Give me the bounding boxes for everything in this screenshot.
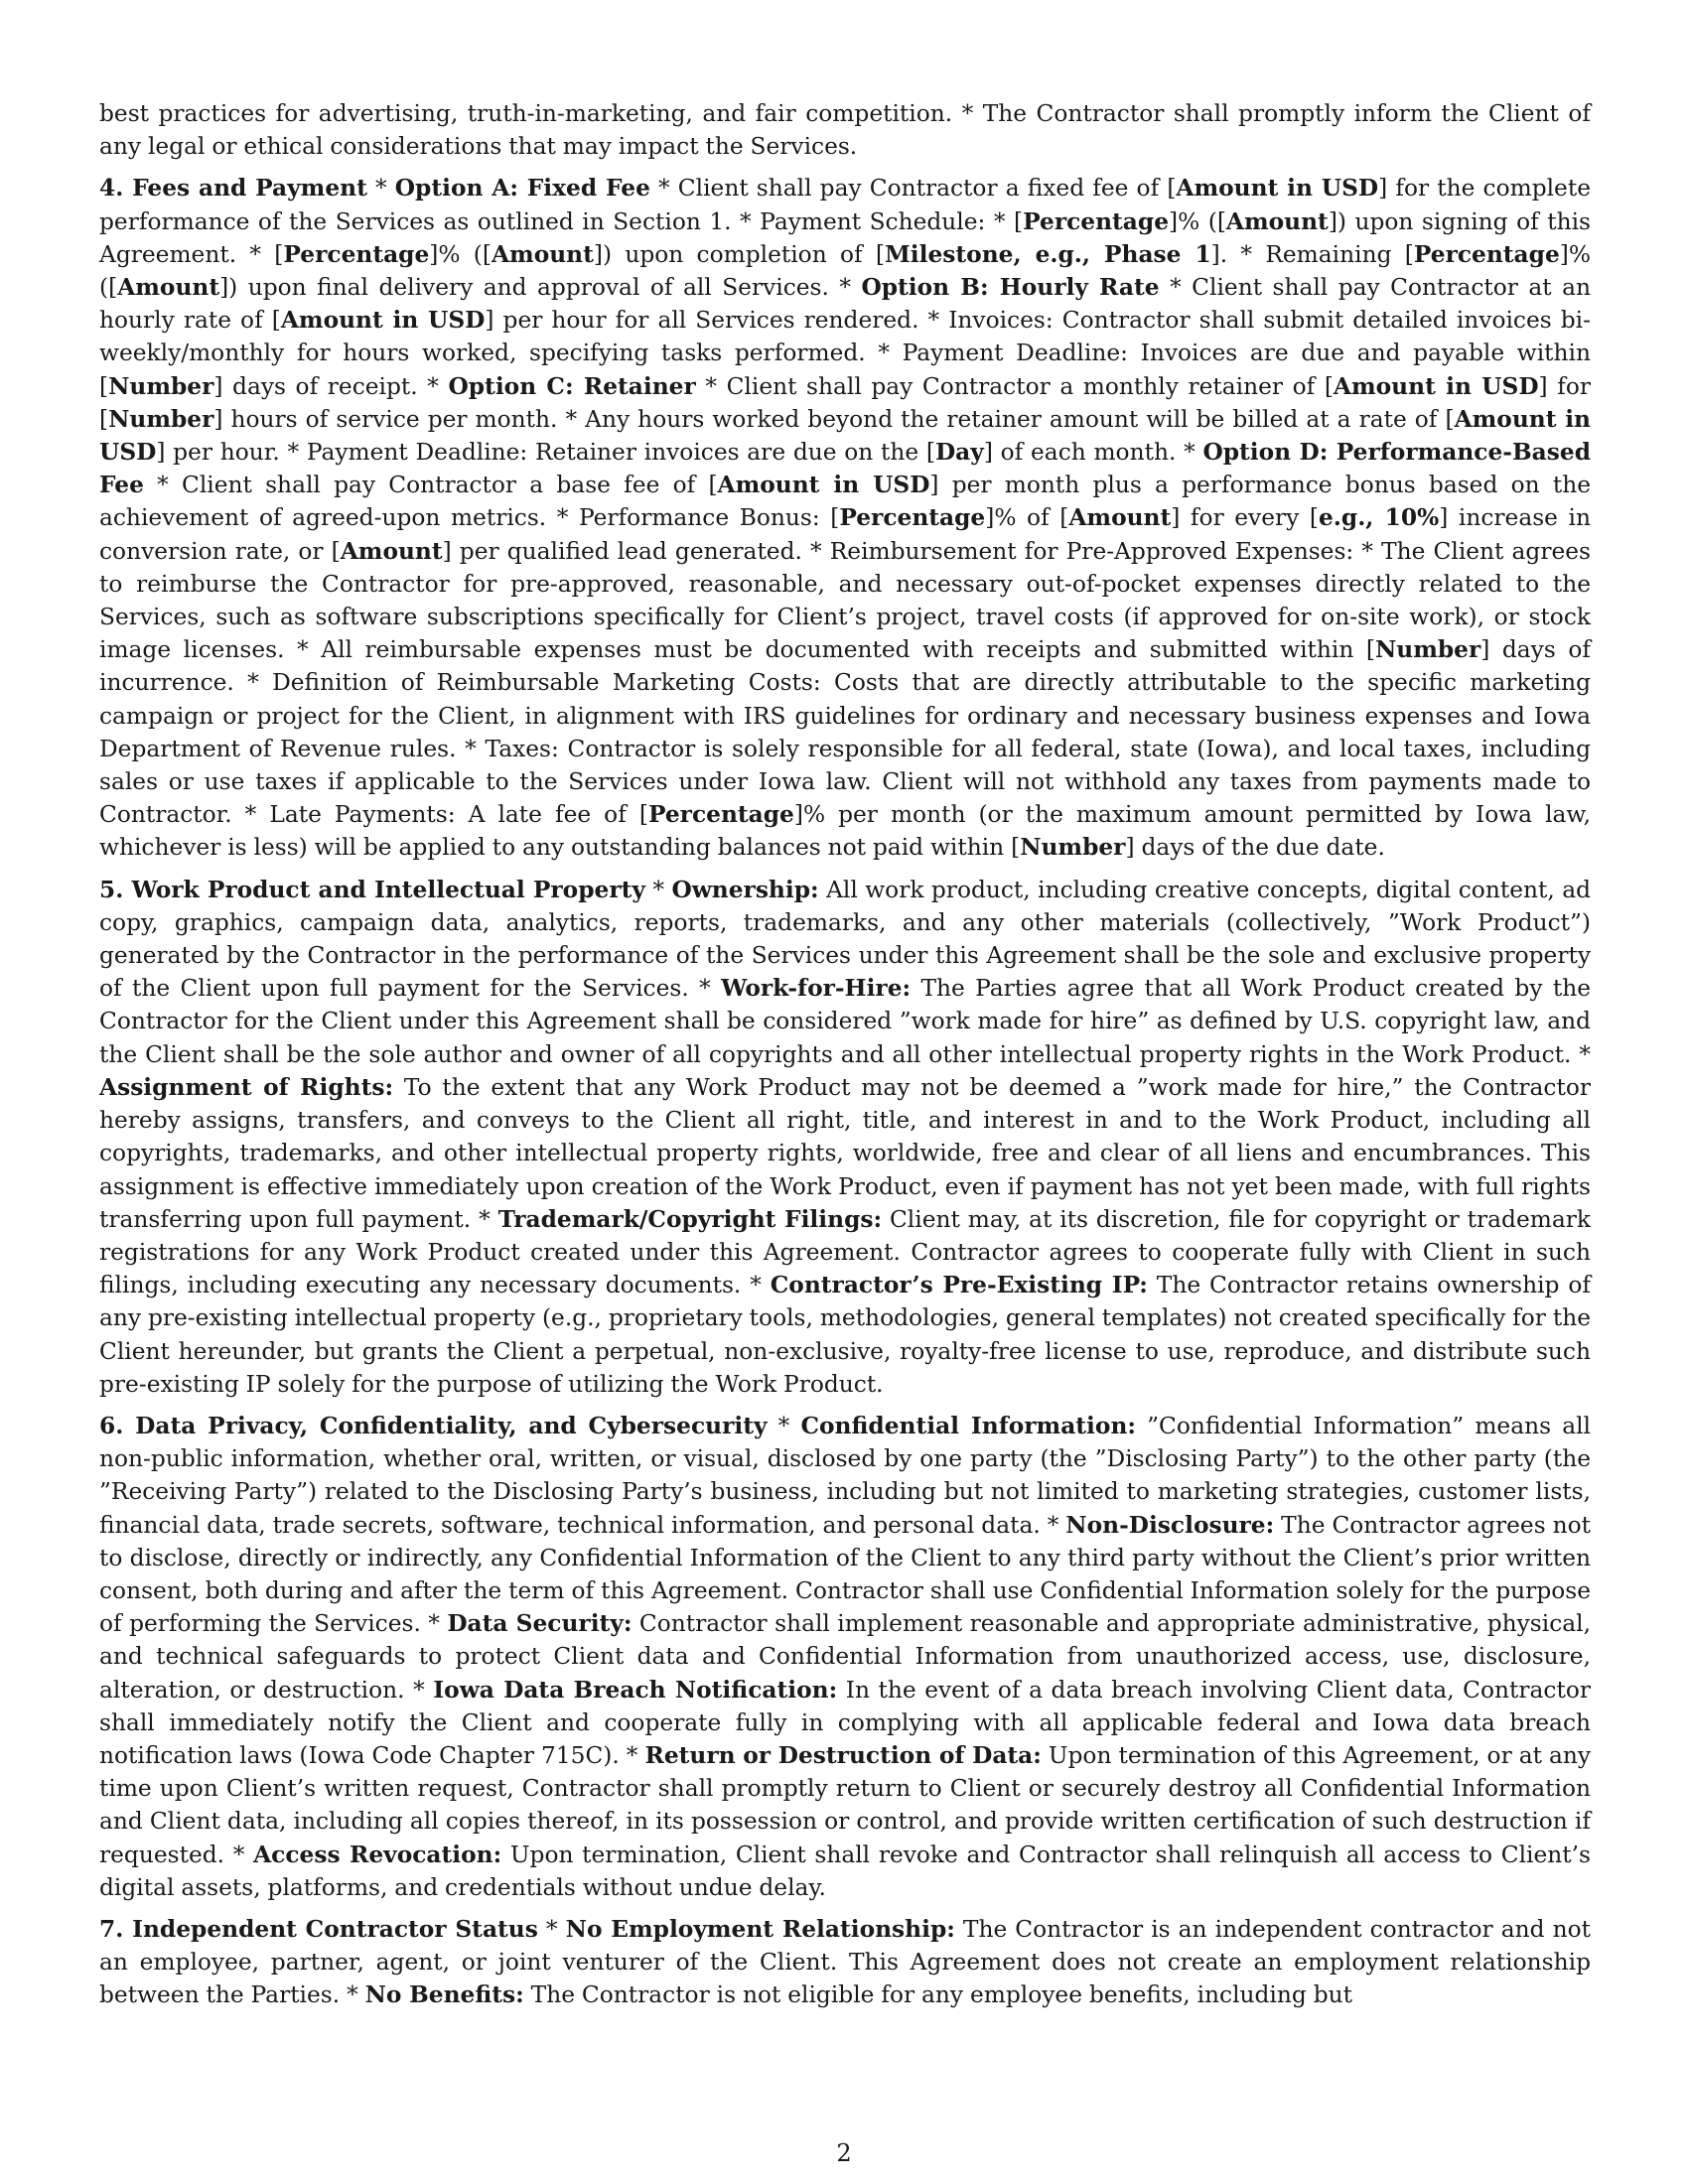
bold-run: Number xyxy=(108,405,214,433)
bold-run: Data Security: xyxy=(447,1610,633,1638)
text-run: * Client shall pay Contractor at an hourly rate of [ xyxy=(99,274,1591,335)
text-run: Upon termination of this Agreement, or at any time upon Client’s written request, Contractor shall promptly return to Client or securely destroy all Confidential Information and Client data, including all copies thereof, in its possession or control, and provide written certification of such destruction if requested. * xyxy=(99,1741,1592,1868)
paragraph-section-6 xyxy=(99,1410,1591,1904)
bold-run: Return or Destruction of Data: xyxy=(644,1741,1042,1769)
bold-run: Option C: Retainer xyxy=(448,372,696,400)
text-run: * xyxy=(644,876,672,903)
text-run: * Client shall pay Contractor a fixed fee of [ xyxy=(649,175,1177,203)
text-run: ]) upon signing of this Agreement. * [ xyxy=(99,207,1591,268)
bold-run: No Benefits: xyxy=(364,1981,524,2009)
text-run: ] days of receipt. * xyxy=(213,372,449,400)
bold-run: Ownership: xyxy=(671,876,819,903)
bold-run: Percentage xyxy=(1023,207,1170,235)
paragraph-section-5 xyxy=(99,874,1591,1401)
text-run: The Contractor retains ownership of any pre-existing intellectual property (e.g., proprietary tools, methodologies, general templates) not created specifically for the Client hereunder, but grants the Client a perpetual, non-exclusive, royalty-free license to use, reproduce, and distribute such pre-existing IP solely for the purpose of utilizing the Work Product. xyxy=(99,1272,1591,1398)
text-run: In the event of a data breach involving Client data, Contractor shall immediately notify the Client and cooperate fully in complying with all applicable federal and Iowa data breach notification laws (Iowa Code Chapter 715C). * xyxy=(99,1676,1591,1769)
text-run: ]% ([ xyxy=(1169,207,1226,235)
bold-run: Non-Disclosure: xyxy=(1065,1511,1275,1539)
text-run: ] days of the due date. xyxy=(1125,834,1385,862)
bold-run: Number xyxy=(108,372,214,400)
bold-run: Amount xyxy=(491,240,594,268)
bold-run: Amount in USD xyxy=(1176,175,1379,203)
bold-run: Percentage xyxy=(283,240,430,268)
bold-run: Amount xyxy=(117,274,220,302)
bold-run: 5. Work Product and Intellectual Property xyxy=(99,876,645,903)
text-run: best practices for advertising, truth-in-marketing, and fair competition. * The Contractor shall promptly inform the Client of any legal or ethical considerations that may impact the Services. xyxy=(99,100,1591,161)
text-run: ] days of incurrence. * Definition of Reimbursable Marketing Costs: Costs that are directly attributable to the specific marketing campaign or project for the Client, in alignment with IRS guidelines for ordinary and necessary business expenses and Iowa Department of Revenue rules. * Taxes: Contractor is solely responsible for all federal, state (Iowa), and local taxes, including sales or use taxes if applicable to the Services under Iowa law. Client will not withhold any taxes from payments made to Contractor. * Late Payments: A late fee of [ xyxy=(99,636,1591,829)
text-run: ] hours of service per month. * Any hours worked beyond the retainer amount will be billed at a rate of [ xyxy=(213,405,1455,433)
text-run: Client may, at its discretion, file for copyright or trademark registrations for any Work Product created under this Agreement. Contractor agrees to cooperate fully with Client in such filings, including executing any necessary documents. * xyxy=(99,1205,1591,1299)
text-run: All work product, including creative concepts, digital content, ad copy, graphics, campaign data, analytics, reports, trademarks, and any other materials (collectively, ”Work Product”) generated by the Contractor in the performance of the Services under this Agreement shall be the sole and exclusive property of the Client upon full payment for the Services. * xyxy=(99,876,1591,1003)
bold-run: Amount xyxy=(1225,207,1329,235)
bold-run: Contractor’s Pre-Existing IP: xyxy=(770,1272,1148,1299)
bold-run: Percentage xyxy=(1413,240,1560,268)
bold-run: Option A: Fixed Fee xyxy=(394,175,650,203)
text-run: * xyxy=(366,175,395,203)
paragraph-intro-continuation xyxy=(99,97,1591,163)
text-run: ]) upon completion of [ xyxy=(593,240,885,268)
text-run: ] for every [ xyxy=(1171,504,1319,532)
bold-run: Number xyxy=(1020,834,1126,862)
bold-run: 4. Fees and Payment xyxy=(99,175,367,203)
bold-run: Day xyxy=(934,439,984,467)
text-run: The Contractor agrees not to disclose, directly or indirectly, any Confidential Information of the Client to any third party without the Client’s prior written consent, both during and after the term of this Agreement. Contractor shall use Confidential Information solely for the purpose of performing the Services. * xyxy=(99,1511,1591,1638)
text-run: ]) upon final delivery and approval of all Services. * xyxy=(219,274,862,302)
bold-run: Trademark/Copyright Filings: xyxy=(497,1205,883,1233)
bold-run: Amount in USD xyxy=(280,307,486,335)
bold-run: Option D: Performance-Based Fee xyxy=(99,439,1591,499)
text-run: ”Confidential Information” means all non-public information, whether oral, written, or visual, disclosed by one party (the ”Disclosing Party”) to the other party (the ”Receiving Party”) related to the Disclosing Party’s business, including but not limited to marketing strategies, customer lists, financial data, trade secrets, software, technical information, and personal data. * xyxy=(99,1412,1591,1539)
bold-run: Amount in USD xyxy=(1333,372,1539,400)
text-run: * xyxy=(537,1915,566,1943)
bold-run: Amount xyxy=(340,537,443,565)
bold-run: Assignment of Rights: xyxy=(99,1073,394,1101)
text-run: * Client shall pay Contractor a base fee of [ xyxy=(143,472,718,499)
text-run: The Parties agree that all Work Product created by the Contractor for the Client under this Agreement shall be considered ”work made for hire” as defined by U.S. copyright law, and the Client shall be the sole author and owner of all copyrights and all other intellectual property rights in the Work Product. * xyxy=(99,975,1591,1068)
text-run: ] per hour. * Payment Deadline: Retainer invoices are due on the [ xyxy=(156,439,935,467)
text-run: The Contractor is not eligible for any employee benefits, including but xyxy=(523,1981,1352,2009)
text-run: ]. * Remaining [ xyxy=(1210,240,1414,268)
bold-run: Confidential Information: xyxy=(800,1412,1136,1439)
text-run: To the extent that any Work Product may not be deemed a ”work made for hire,” the Contractor hereby assigns, transfers, and conveys to the Client all right, title, and interest in and to the Work Product, including all copyrights, trademarks, and other intellectual property rights, worldwide, free and clear of all liens and encumbrances. This assignment is effective immediately upon creation of the Work Product, even if payment has not yet been made, with full rights transferring upon full payment. * xyxy=(99,1073,1591,1233)
bold-run: Amount in USD xyxy=(717,472,930,499)
text-run: ] for the complete performance of the Services as outlined in Section 1. * Payment Schedule: * [ xyxy=(99,175,1591,235)
bold-run: Percentage xyxy=(647,801,794,829)
text-run: ] per qualified lead generated. * Reimbursement for Pre-Approved Expenses: * The Client agrees to reimburse the Contractor for pre-approved, reasonable, and necessary out-of-pocket expenses directly related to the Services, such as software subscriptions specifically for Client’s project, travel costs (if approved for on-site work), or stock image licenses. * All reimbursable expenses must be documented with receipts and submitted within [ xyxy=(99,537,1591,664)
text-run: Contractor shall implement reasonable and appropriate administrative, physical, and technical safeguards to protect Client data and Confidential Information from unauthorized access, use, disclosure, alteration, or destruction. * xyxy=(99,1610,1591,1704)
bold-run: Amount in USD xyxy=(99,405,1591,467)
text-run: ]% ([ xyxy=(429,240,492,268)
text-run: ] for [ xyxy=(99,372,1591,433)
paragraph-section-4 xyxy=(99,172,1591,864)
bold-run: Percentage xyxy=(839,504,986,532)
paragraph-section-7 xyxy=(99,1913,1591,2012)
text-run: ] increase in conversion rate, or [ xyxy=(99,504,1591,565)
text-run: ]% ([ xyxy=(99,240,1591,302)
bold-run: Option B: Hourly Rate xyxy=(861,274,1160,302)
bold-run: Milestone, e.g., Phase 1 xyxy=(885,240,1211,268)
text-run: ]% of [ xyxy=(985,504,1069,532)
page-number: 2 xyxy=(836,2139,852,2167)
bold-run: Iowa Data Breach Notification: xyxy=(433,1676,838,1704)
bold-run: Work-for-Hire: xyxy=(721,975,912,1003)
text-run: * Client shall pay Contractor a monthly retainer of [ xyxy=(695,372,1334,400)
text-run: ] per month plus a performance bonus based on the achievement of agreed-upon metrics. * Performance Bonus: [ xyxy=(99,472,1591,532)
bold-run: e.g., 10% xyxy=(1318,504,1440,532)
text-run: ] of each month. * xyxy=(983,439,1203,467)
bold-run: 6. Data Privacy, Confidentiality, and Cybersecurity xyxy=(99,1412,768,1439)
text-run: ]% per month (or the maximum amount permitted by Iowa law, whichever is less) will be applied to any outstanding balances not paid within [ xyxy=(99,801,1591,862)
text-run: * xyxy=(767,1412,801,1439)
text-run: The Contractor is an independent contractor and not an employee, partner, agent, or joint venturer of the Client. This Agreement does not create an employment relationship between the Parties. * xyxy=(99,1915,1591,2009)
text-run: ] per hour for all Services rendered. * Invoices: Contractor shall submit detailed invoices bi-weekly/monthly for hours worked, specifying tasks performed. * Payment Deadline: Invoices are due and payable within [ xyxy=(99,307,1592,400)
bold-run: Amount xyxy=(1068,504,1172,532)
bold-run: 7. Independent Contractor Status xyxy=(99,1915,538,1943)
bold-run: No Employment Relationship: xyxy=(565,1915,955,1943)
bold-run: Access Revocation: xyxy=(253,1841,502,1868)
text-run: Upon termination, Client shall revoke and Contractor shall relinquish all access to Client’s digital assets, platforms, and credentials without undue delay. xyxy=(99,1841,1591,1901)
document-body xyxy=(99,97,1591,2012)
bold-run: Number xyxy=(1374,636,1481,664)
